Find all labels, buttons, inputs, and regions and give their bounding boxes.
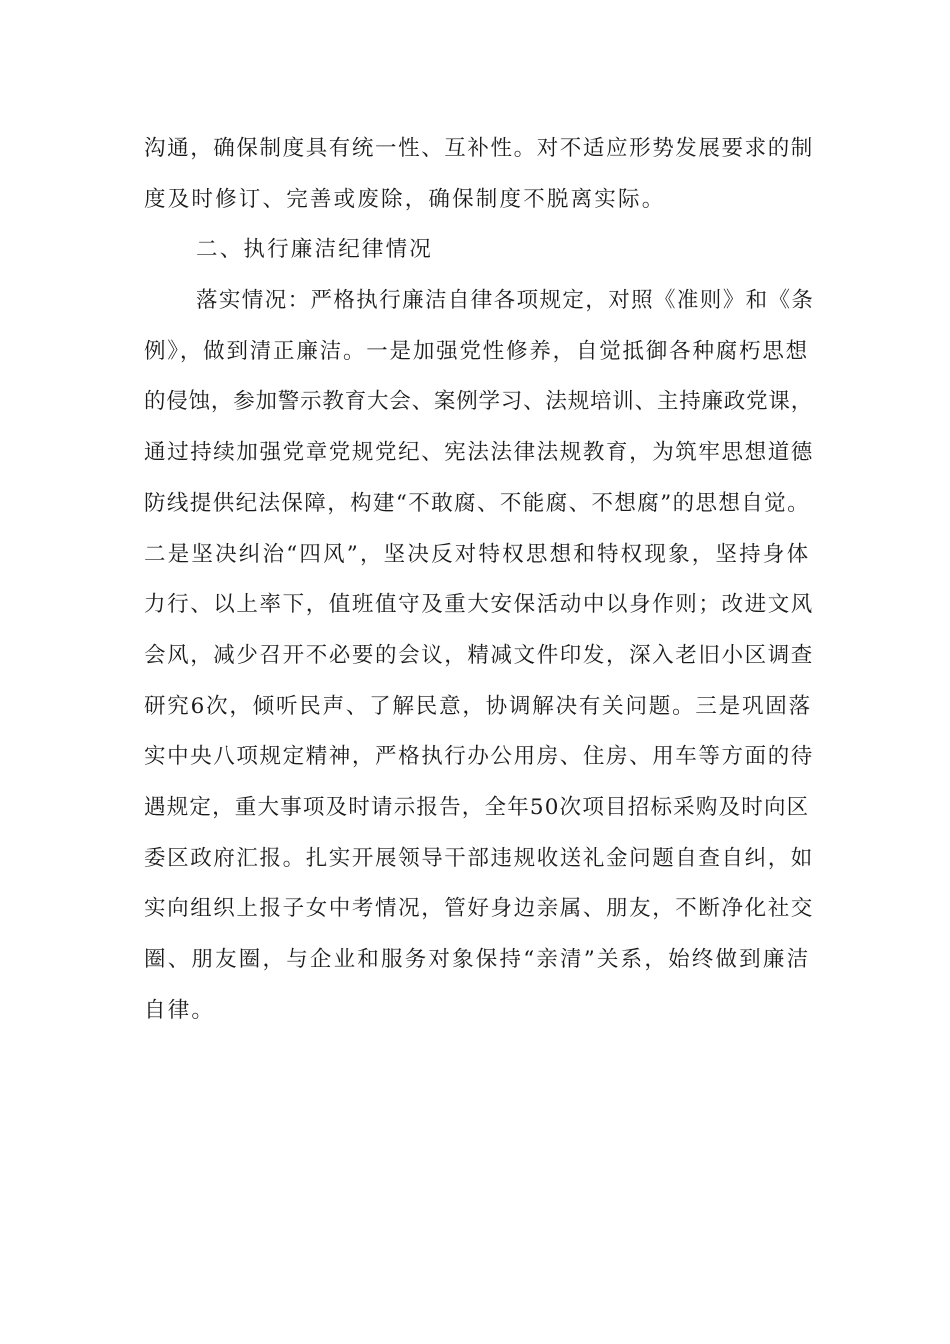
text-line: 防线提供纪法保障，构建“不敢腐、不能腐、不想腐”的思想自觉。 (144, 490, 810, 516)
text-line: 的侵蚀，参加警示教育大会、案例学习、法规培训、主持廉政党课， (144, 389, 814, 415)
text-line: 例》，做到清正廉洁。一是加强党性修养，自觉抵御各种腐朽思想 (144, 338, 809, 364)
text-line: 二是坚决纠治“四风”，坚决反对特权思想和特权现象，坚持身体 (144, 541, 811, 567)
text-line: 实中央八项规定精神，严格执行办公用房、住房、用车等方面的待 (144, 744, 814, 770)
section-heading: 二、执行廉洁纪律情况 (196, 237, 434, 263)
text-line: 圈、朋友圈，与企业和服务对象保持“亲清”关系，始终做到廉洁 (144, 947, 811, 972)
text-line: 通过持续加强党章党规党纪、宪法法律法规教育，为筑牢思想道德 (144, 440, 814, 466)
text-line: 力行、以上率下，值班值守及重大安保活动中以身作则；改进文风 (144, 592, 814, 618)
text-line: 委区政府汇报。扎实开展领导干部违规收送礼金问题自查自纠，如 (144, 845, 814, 871)
text-line: 研究6次，倾听民声、了解民意，协调解决有关问题。三是巩固落 (144, 693, 812, 719)
text-line: 自律。 (144, 997, 216, 1023)
text-line: 遇规定，重大事项及时请示报告，全年50次项目招标采购及时向区 (144, 794, 810, 820)
text-line: 沟通，确保制度具有统一性、互补性。对不适应形势发展要求的制 (144, 136, 814, 161)
text-line: 度及时修订、完善或废除，确保制度不脱离实际。 (144, 186, 666, 212)
text-line: 落实情况：严格执行廉洁自律各项规定，对照《准则》和《条 (196, 288, 815, 314)
text-line: 会风，减少召开不必要的会议，精减文件印发，深入老旧小区调查 (144, 642, 814, 668)
document-body (144, 124, 814, 1036)
text-line: 实向组织上报子女中考情况，管好身边亲属、朋友，不断净化社交 (144, 896, 814, 922)
